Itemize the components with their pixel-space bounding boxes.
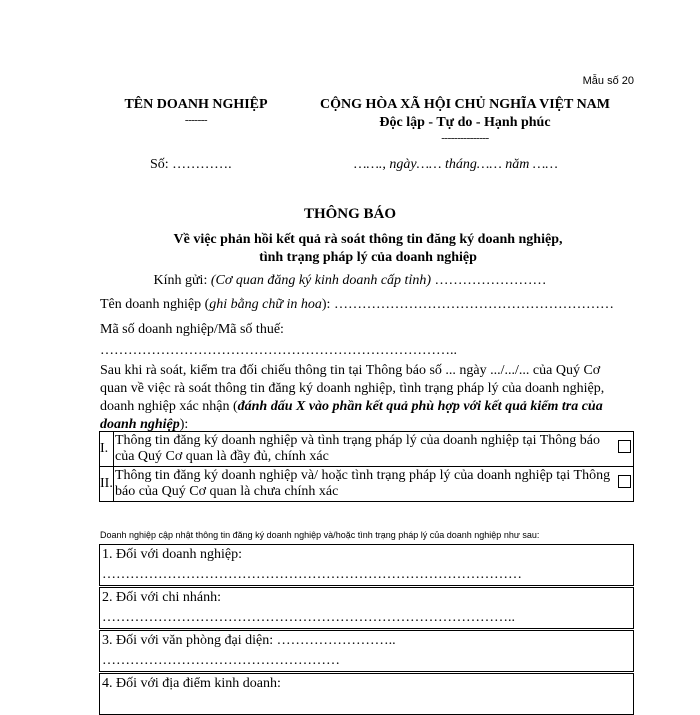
- company-underline: -------: [184, 114, 208, 126]
- recipient-label: Kính gửi:: [153, 273, 211, 288]
- company-header: [112, 96, 280, 126]
- update-note: Doanh nghiệp cập nhật thông tin đăng ký doanh nghiệp và/hoặc tình trạng pháp lý của doanh nghiệp như sau:: [100, 530, 540, 540]
- company-name-label: Tên doanh nghiệp (: [100, 297, 210, 312]
- company-name-field: [100, 295, 614, 315]
- section-dots[interactable]: ……………………………………………: [102, 653, 340, 668]
- section-label: 1. Đối với doanh nghiệp:: [102, 547, 242, 562]
- options-table: [99, 431, 634, 502]
- company-name-dots: ): ……………………………………………………: [321, 297, 614, 312]
- option-text: Thông tin đăng ký doanh nghiệp và tình trạng pháp lý của doanh nghiệp tại Thông báo của Quý Cơ quan là đầy đủ, chính xác: [114, 432, 616, 467]
- section-enterprise: [99, 544, 634, 586]
- option-row: [100, 467, 634, 502]
- subtitle-line-1: Về việc phản hồi kết quả rà soát thông tin đăng ký doanh nghiệp,: [173, 232, 563, 247]
- section-label: 3. Đối với văn phòng đại diện: ……………………..: [102, 633, 396, 648]
- section-dots[interactable]: ……………………………………………………………………………..: [102, 610, 515, 625]
- recipient-line: [0, 273, 700, 289]
- form-number: Mẫu số 20: [582, 75, 634, 87]
- option-number: II.: [100, 467, 114, 502]
- option-text: Thông tin đăng ký doanh nghiệp và/ hoặc tình trạng pháp lý của doanh nghiệp tại Thông báo của Quý Cơ quan là chưa chính xác: [114, 467, 616, 502]
- section-label: 2. Đối với chi nhánh:: [102, 590, 221, 605]
- national-header: [300, 96, 630, 144]
- paragraph-italic: đánh dấu X vào phần kết quả phù hợp với kết quả kiểm tra của doanh nghiệp: [100, 399, 603, 432]
- option-number: I.: [100, 432, 114, 467]
- date-line: ……., ngày…… tháng…… năm ……: [354, 157, 558, 172]
- company-name-hint: ghi bằng chữ in hoa: [209, 297, 322, 312]
- tax-code-dots: …………………………………………………………………..: [100, 343, 457, 358]
- document-title: THÔNG BÁO: [303, 206, 397, 222]
- section-dots[interactable]: ………………………………………………………………………………: [102, 567, 522, 582]
- option-checkbox-1[interactable]: [618, 440, 631, 453]
- paragraph-text: Sau khi rà soát, kiểm tra đối chiếu thông tin tại Thông báo số ... ngày .../.../... của Quý Cơ quan về việc rà soát thông tin đăng ký doanh nghiệp, tình trạng pháp lý của doanh nghiệp, doanh nghiệp xác nhận (: [100, 363, 605, 414]
- doc-number: Số: ………….: [150, 157, 232, 172]
- tax-code-label: Mã số doanh nghiệp/Mã số thuế:: [100, 322, 284, 337]
- option-row: [100, 432, 634, 467]
- section-branch: [99, 587, 634, 629]
- recipient-dots: ……………………: [431, 273, 547, 288]
- subtitle-line-2: tình trạng pháp lý của doanh nghiệp: [259, 250, 477, 265]
- confirmation-paragraph: [100, 362, 628, 434]
- nation-title: CỘNG HÒA XÃ HỘI CHỦ NGHĨA VIỆT NAM: [319, 97, 610, 112]
- section-rep-office: [99, 630, 634, 672]
- motto-underline: ---------------: [441, 132, 489, 144]
- paragraph-end: ):: [179, 417, 189, 432]
- company-name: TÊN DOANH NGHIỆP: [124, 97, 268, 112]
- document-subtitle: [0, 231, 700, 267]
- option-checkbox-2[interactable]: [618, 475, 631, 488]
- motto: Độc lập - Tự do - Hạnh phúc: [379, 115, 551, 130]
- recipient-value: (Cơ quan đăng ký kinh doanh cấp tỉnh): [210, 273, 432, 288]
- section-business-location: [99, 673, 634, 715]
- section-label: 4. Đối với địa điểm kinh doanh:: [102, 676, 281, 691]
